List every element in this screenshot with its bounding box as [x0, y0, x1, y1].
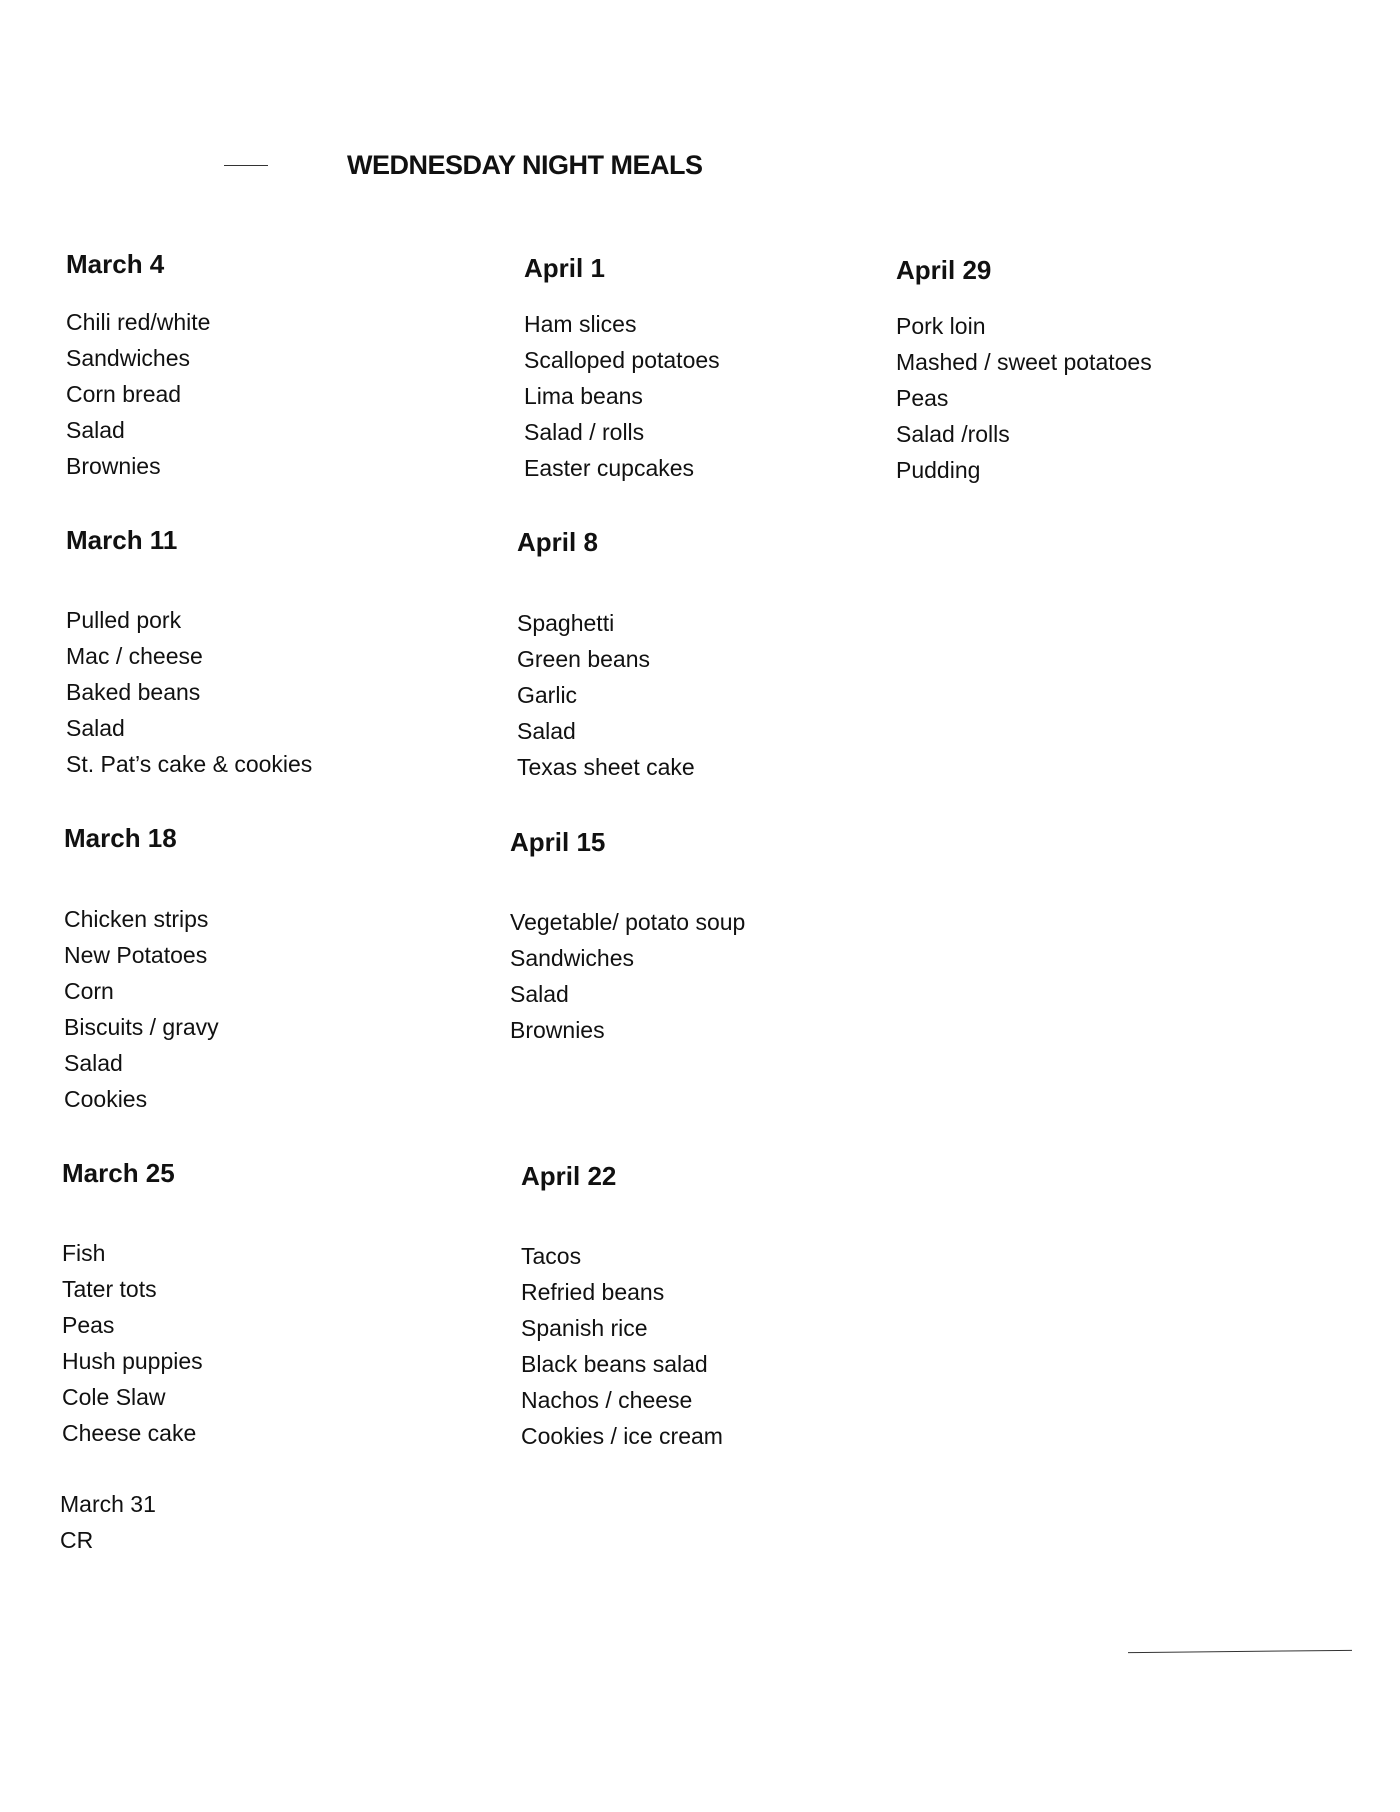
menu-item: Salad — [510, 981, 569, 1007]
menu-item: Chili red/white — [66, 309, 211, 335]
page-title: WEDNESDAY NIGHT MEALS — [347, 150, 703, 180]
menu-list — [62, 1235, 203, 1451]
menu-item: Corn bread — [66, 381, 182, 407]
menu-item: Peas — [896, 385, 949, 411]
menu-item: Pork loin — [896, 313, 986, 339]
menu-item: Salad — [66, 715, 125, 741]
menu-list — [66, 602, 312, 782]
menu-item: Spaghetti — [517, 610, 615, 636]
meal-section — [66, 246, 210, 484]
menu-item: Biscuits / gravy — [64, 1014, 219, 1040]
menu-item: Salad / rolls — [524, 419, 645, 445]
menu-item: Hush puppies — [62, 1348, 203, 1374]
menu-item: Tater tots — [62, 1276, 157, 1302]
menu-item: Cookies / ice cream — [521, 1423, 723, 1449]
menu-item: Cole Slaw — [62, 1384, 166, 1410]
menu-item: New Potatoes — [64, 942, 208, 968]
menu-item: Brownies — [66, 453, 161, 479]
menu-item: Sandwiches — [510, 945, 635, 971]
stray-line — [224, 165, 268, 166]
menu-item: Salad — [66, 417, 125, 443]
menu-item: Black beans salad — [521, 1351, 708, 1377]
menu-item: Lima beans — [524, 383, 643, 409]
menu-item: Texas sheet cake — [517, 754, 695, 780]
meal-section — [896, 252, 1152, 488]
menu-item: Baked beans — [66, 679, 201, 705]
menu-list — [64, 901, 219, 1117]
meal-section — [60, 1486, 156, 1558]
meal-section — [510, 824, 745, 1048]
menu-item: Vegetable/ potato soup — [510, 909, 746, 935]
menu-list — [524, 306, 720, 486]
menu-item: CR — [60, 1527, 94, 1553]
stray-line — [1128, 1650, 1352, 1653]
meal-date-heading: March 4 — [66, 249, 165, 279]
menu-item: Chicken strips — [64, 906, 209, 932]
menu-item: Scalloped potatoes — [524, 347, 720, 373]
meal-section — [521, 1158, 723, 1454]
menu-item: Salad — [517, 718, 576, 744]
menu-item: Pudding — [896, 457, 981, 483]
meal-date-heading: April 8 — [517, 527, 598, 557]
menu-item: Easter cupcakes — [524, 455, 695, 481]
menu-item: Refried beans — [521, 1279, 665, 1305]
menu-item: Cookies — [64, 1086, 148, 1112]
menu-item: Salad — [64, 1050, 123, 1076]
menu-list — [517, 605, 695, 785]
meal-section — [66, 522, 312, 782]
menu-item: St. Pat’s cake & cookies — [66, 751, 313, 777]
menu-item: Nachos / cheese — [521, 1387, 693, 1413]
meal-date-heading: March 11 — [66, 525, 178, 555]
meal-date-heading: April 1 — [524, 253, 605, 283]
meal-date-heading: April 29 — [896, 255, 992, 285]
meal-section — [62, 1155, 203, 1451]
menu-item: Ham slices — [524, 311, 637, 337]
menu-item: Mashed / sweet potatoes — [896, 349, 1152, 375]
meal-date-heading: April 22 — [521, 1161, 617, 1191]
menu-list — [60, 1522, 156, 1558]
menu-item: Pulled pork — [66, 607, 182, 633]
menu-item: Tacos — [521, 1243, 582, 1269]
meal-date-heading: April 15 — [510, 827, 606, 857]
menu-item: Peas — [62, 1312, 115, 1338]
menu-item: Salad /rolls — [896, 421, 1010, 447]
menu-item: Cheese cake — [62, 1420, 197, 1446]
menu-list — [510, 904, 745, 1048]
meal-section — [517, 524, 695, 785]
menu-item: Fish — [62, 1240, 106, 1266]
menu-item: Sandwiches — [66, 345, 191, 371]
menu-item: Garlic — [517, 682, 578, 708]
menu-item: Mac / cheese — [66, 643, 203, 669]
meal-date-heading: March 18 — [64, 823, 177, 853]
menu-list — [896, 308, 1152, 488]
meal-date-heading: March 25 — [62, 1158, 175, 1188]
menu-item: Brownies — [510, 1017, 605, 1043]
menu-item: Spanish rice — [521, 1315, 648, 1341]
menu-item: Corn — [64, 978, 114, 1004]
menu-list — [66, 304, 210, 484]
menu-list — [521, 1238, 723, 1454]
menu-item: Green beans — [517, 646, 650, 672]
meal-date-heading: March 31 — [60, 1491, 156, 1517]
meal-section — [64, 820, 219, 1117]
meal-section — [524, 250, 720, 486]
